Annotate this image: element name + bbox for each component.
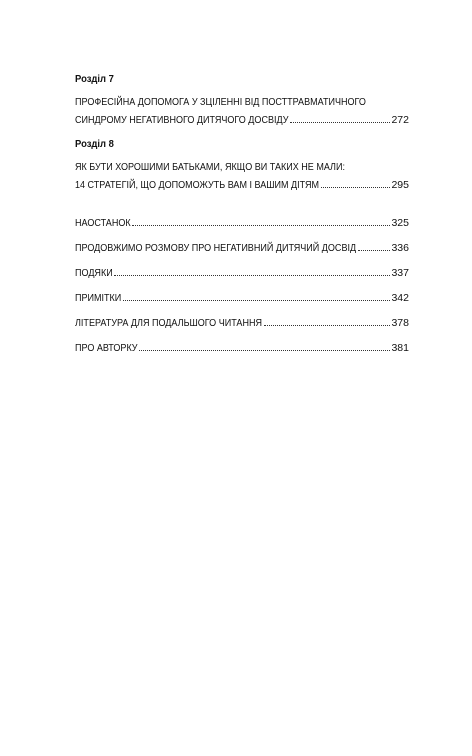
dot-leader [132, 224, 390, 226]
page-number: 295 [391, 179, 409, 191]
chapter-title-text: 14 СТРАТЕГІЙ, ЩО ДОПОМОЖУТЬ ВАМ І ВАШИМ ДІТЯМ [75, 179, 320, 191]
chapter-label: Розділ 7 [75, 73, 114, 85]
dot-leader [290, 121, 390, 123]
chapter-title-text: ЯК БУТИ ХОРОШИМИ БАТЬКАМИ, ЯКЩО ВИ ТАКИХ НЕ МАЛИ: [75, 161, 345, 173]
page-number: 381 [391, 342, 409, 354]
page-number: 378 [391, 317, 409, 329]
toc-title [75, 216, 131, 230]
page-number: 325 [391, 217, 409, 229]
toc-row[interactable] [75, 178, 409, 192]
toc-title-text: ПРОДОВЖИМО РОЗМОВУ ПРО НЕГАТИВНИЙ ДИТЯЧИЙ ДОСВІД [75, 242, 357, 254]
toc-title-text: ПРИМІТКИ [75, 292, 122, 304]
dot-leader [114, 274, 390, 276]
dot-leader [321, 186, 390, 188]
toc-entry[interactable] [75, 291, 409, 305]
toc-entry[interactable] [75, 266, 409, 280]
chapter-title-text: ПРОФЕСІЙНА ДОПОМОГА У ЗЦІЛЕННІ ВІД ПОСТТРАВМАТИЧНОГО [75, 96, 366, 108]
chapter-title-line [75, 160, 345, 174]
toc-entry[interactable] [75, 316, 409, 330]
page-number: 342 [391, 292, 409, 304]
page-number: 272 [391, 114, 409, 126]
chapter-label: Розділ 8 [75, 138, 114, 150]
dot-leader [358, 249, 390, 251]
toc-title [75, 316, 263, 330]
dot-leader [264, 324, 390, 326]
chapter-8 [75, 137, 409, 192]
toc-entry[interactable] [75, 216, 409, 230]
page-number: 336 [391, 242, 409, 254]
toc-title-text: ЛІТЕРАТУРА ДЛЯ ПОДАЛЬШОГО ЧИТАННЯ [75, 317, 263, 329]
toc-row[interactable] [75, 113, 409, 127]
dot-leader [123, 299, 390, 301]
toc-entry[interactable] [75, 241, 409, 255]
toc-entry[interactable] [75, 341, 409, 355]
chapter-7 [75, 72, 409, 127]
toc-title-text: ПРО АВТОРКУ [75, 342, 138, 354]
table-of-contents [75, 72, 409, 366]
chapter-title-text: СИНДРОМУ НЕГАТИВНОГО ДИТЯЧОГО ДОСВІДУ [75, 114, 289, 126]
toc-title [75, 113, 289, 127]
page-number: 337 [391, 267, 409, 279]
toc-title [75, 291, 122, 305]
toc-title [75, 241, 357, 255]
toc-title-text: НАОСТАНОК [75, 217, 131, 229]
toc-title [75, 341, 138, 355]
dot-leader [139, 349, 390, 351]
toc-title-text: ПОДЯКИ [75, 267, 113, 279]
chapter-title-line [75, 95, 366, 109]
toc-title [75, 178, 320, 192]
toc-title [75, 266, 113, 280]
